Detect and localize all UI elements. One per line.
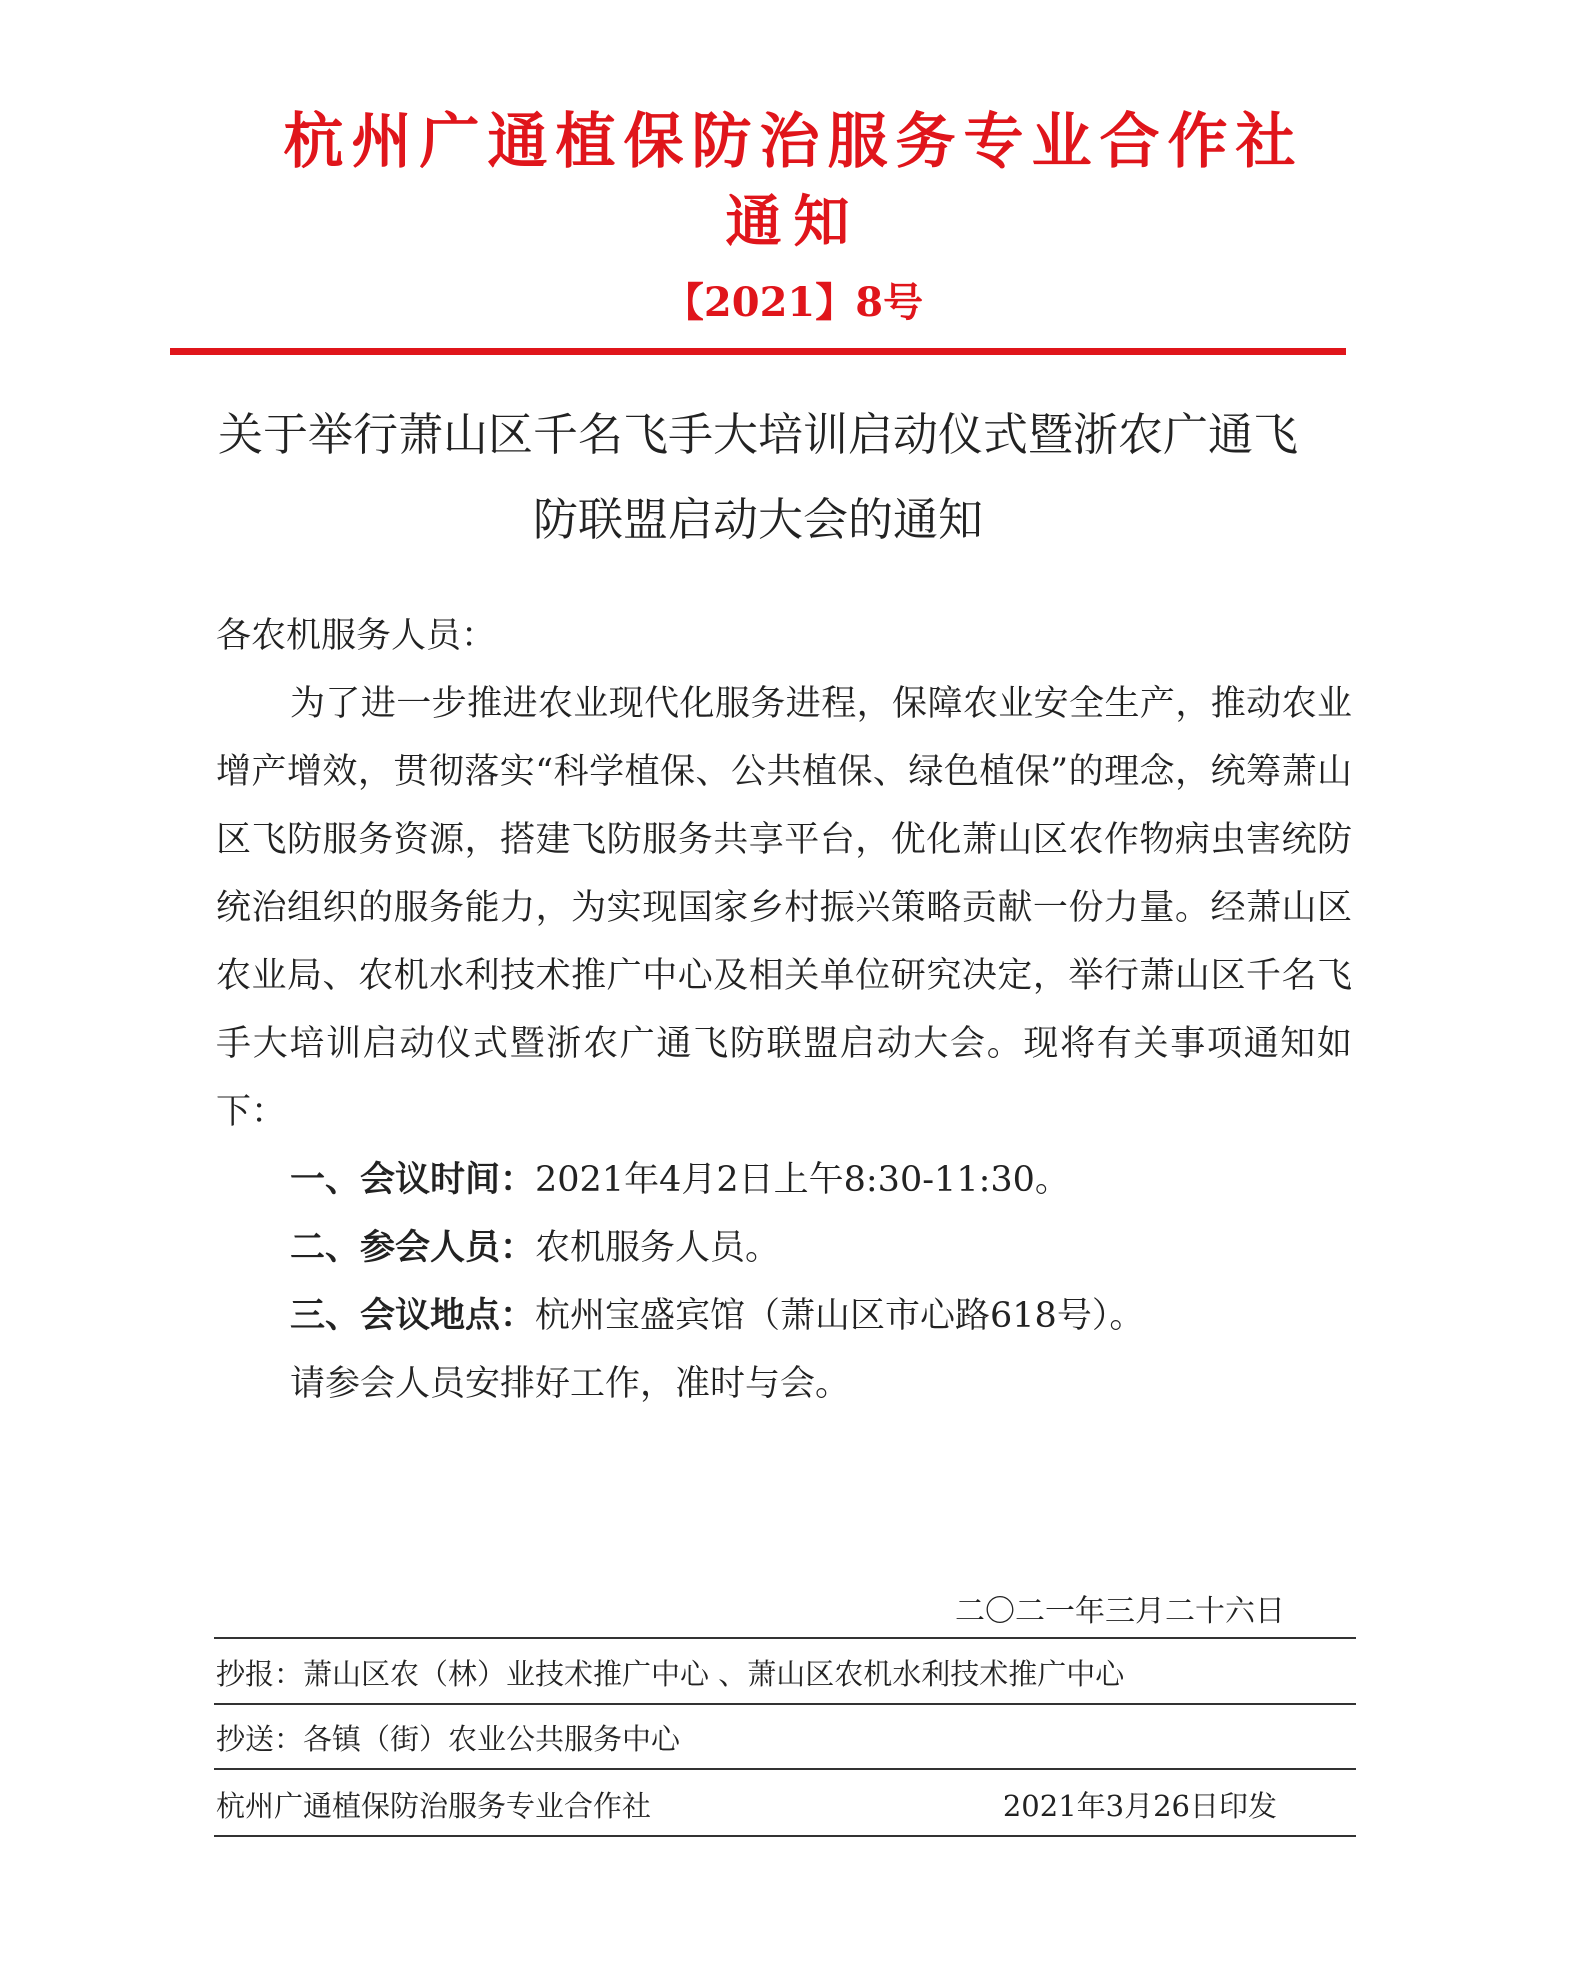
document-type: 通知 (725, 190, 862, 255)
document-number: 【2021】8号 (663, 279, 924, 326)
signature-date: 二〇二一年三月二十六日 (955, 1594, 1285, 1629)
closing-line: 请参会人员安排好工作，准时与会。 (290, 1364, 851, 1404)
notice-title-line-1: 关于举行萧山区千名飞手大培训启动仪式暨浙农广通飞 (217, 408, 1298, 461)
footer-rule-4 (214, 1835, 1356, 1837)
organization-name: 杭州广通植保防治服务专业合作社 (283, 107, 1304, 177)
notice-body (216, 602, 1352, 1418)
cc-report: 抄报：萧山区农（林）业技术推广中心 、萧山区农机水利技术推广中心 (216, 1657, 1125, 1691)
issue-date: 2021年3月26日印发 (1002, 1789, 1277, 1823)
item-label: 一、会议时间： (290, 1159, 536, 1200)
issuer-name: 杭州广通植保防治服务专业合作社 (216, 1789, 652, 1823)
item-label: 三、会议地点： (290, 1295, 536, 1336)
notice-title-line-2: 防联盟启动大会的通知 (532, 493, 983, 546)
red-header-divider (170, 348, 1346, 355)
salutation: 各农机服务人员： (216, 616, 497, 656)
footer-rule-1 (214, 1637, 1356, 1639)
item-value: 农机服务人员。 (535, 1228, 781, 1268)
item-location (216, 1282, 1352, 1350)
notice-title (170, 392, 1346, 562)
main-paragraph: 为了进一步推进农业现代化服务进程，保障农业安全生产，推动农业增产增效，贯彻落实“科学植保、公共植保、绿色植保”的理念，统筹萧山区飞防服务资源，搭建飞防服务共享平台，优化萧山区农作物病虫害统防统治组织的服务能力，为实现国家乡村振兴策略贡献一份力量。经萧山区农业局、农机水利技术推广中心及相关单位研究决定，举行萧山区千名飞手大培训启动仪式暨浙农广通飞防联盟启动大会。现将有关事项通知如下： (216, 684, 1352, 1132)
item-meeting-time (216, 1146, 1352, 1214)
item-attendees (216, 1214, 1352, 1282)
footer-rule-2 (214, 1703, 1356, 1705)
cc-send: 抄送：各镇（街）农业公共服务中心 (216, 1722, 681, 1756)
item-value: 杭州宝盛宾馆（萧山区市心路618号）。 (535, 1296, 1145, 1336)
footer-rule-3 (214, 1768, 1356, 1770)
item-label: 二、参会人员： (290, 1227, 536, 1268)
item-value: 2021年4月2日上午8:30-11:30。 (535, 1160, 1070, 1200)
